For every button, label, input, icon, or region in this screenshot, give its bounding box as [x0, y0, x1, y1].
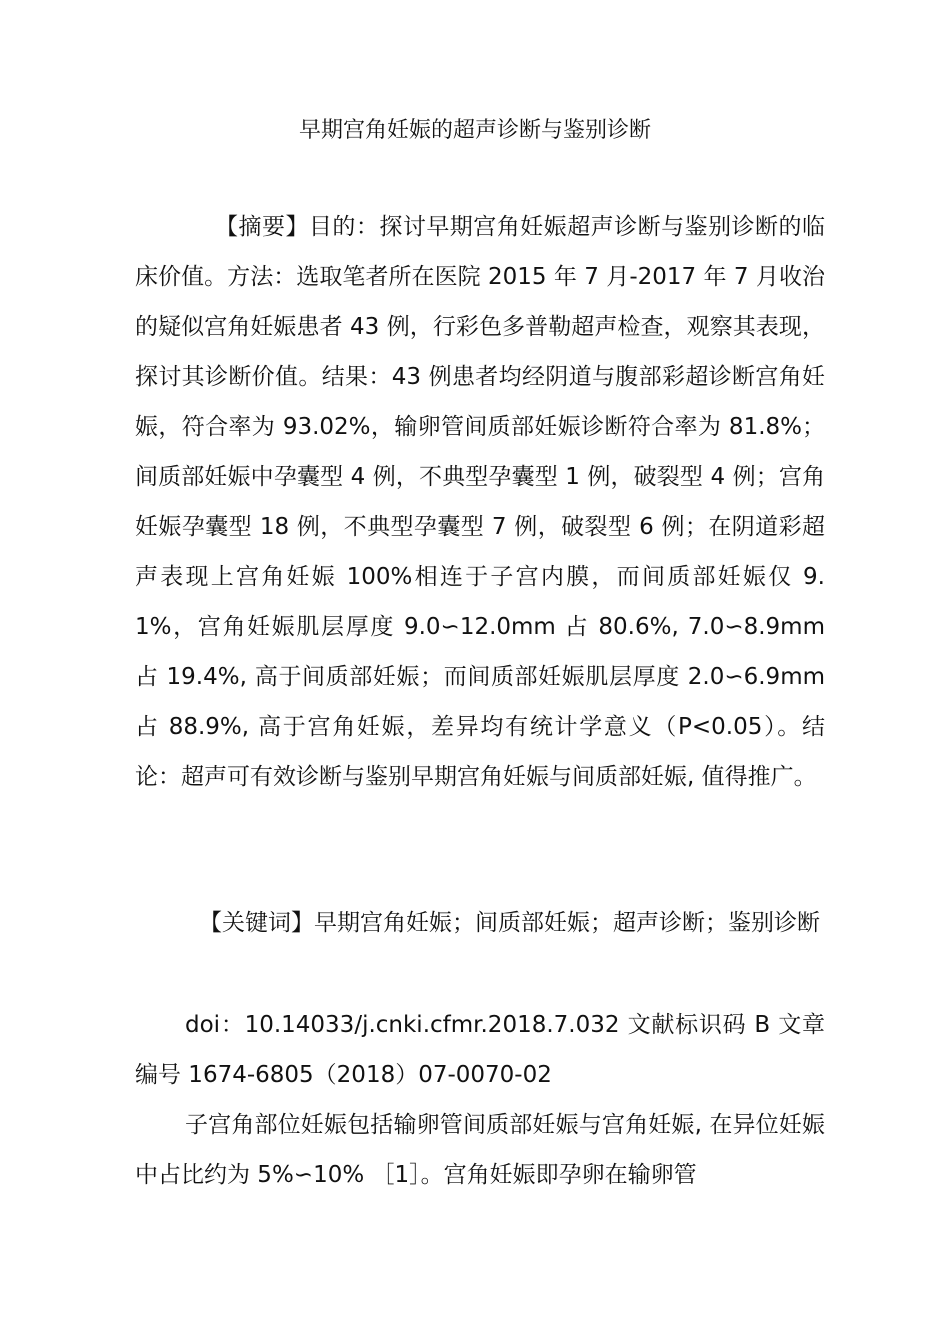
- paper-title: 早期宫角妊娠的超声诊断与鉴别诊断: [298, 118, 651, 143]
- intro-paragraph: 子宫角部位妊娠包括输卵管间质部妊娠与宫角妊娠, 在异位妊娠中占比约为 5%∽10% ［1］。宫角妊娠即孕卵在输卵管: [135, 1112, 825, 1188]
- keywords-paragraph: 【关键词】早期宫角妊娠；间质部妊娠；超声诊断；鉴别诊断: [199, 910, 820, 936]
- abstract-paragraph: 【摘要】目的：探讨早期宫角妊娠超声诊断与鉴别诊断的临床价值。方法：选取笔者所在医院 2015 年 7 月-2017 年 7 月收治的疑似宫角妊娠患者 43 例，行彩色多普勒超声检查，观察其表现，探讨其诊断价值。结果：43 例患者均经阴道与腹部彩超诊断宫角妊娠，符合率为 93.02%，输卵管间质部妊娠诊断符合率为 81.8%；间质部妊娠中孕囊型 4 例，不典型孕囊型 1 例，破裂型 4 例；宫角妊娠孕囊型 18 例，不典型孕囊型 7 例，破裂型 6 例；在阴道彩超声表现上宫角妊娠 100%相连于子宫内膜，而间质部妊娠仅 9.1%，宫角妊娠肌层厚度 9.0∽12.0mm 占 80.6%, 7.0∽8.9mm 占 19.4%, 高于间质部妊娠；而间质部妊娠肌层厚度 2.0∽6.9mm 占 88.9%, 高于宫角妊娠，差异均有统计学意义（P<0.05）。结论：超声可有效诊断与鉴别早期宫角妊娠与间质部妊娠, 值得推广。: [135, 214, 825, 790]
- doi-line: doi：10.14033/j.cnki.cfmr.2018.7.032 文献标识码 B 文章编号 1674-6805（2018）07-0070-02: [135, 1012, 825, 1088]
